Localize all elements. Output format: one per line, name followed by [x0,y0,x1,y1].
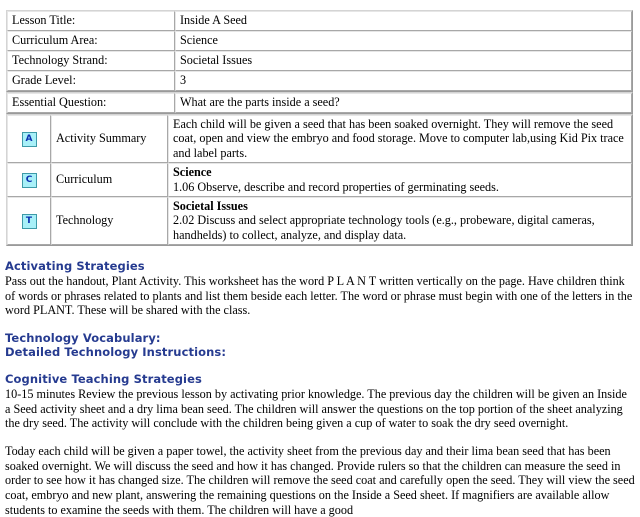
lesson-info-table [6,10,633,92]
letter-a-badge-icon: A [22,132,37,147]
technology-vocabulary-heading: Technology Vocabulary: [5,331,161,346]
grade-level-value: 3 [175,71,632,91]
lesson-title-value: Inside A Seed [175,11,632,31]
technology-body: 2.02 Discuss and select appropriate technology tools (e.g., probeware, digital cameras, handhelds) to collect, analyze, and display data. [173,213,595,242]
grade-level-label: Grade Level: [7,71,175,91]
technology-headings-group [5,331,635,359]
strand-table [6,114,633,246]
table-row [7,163,632,197]
table-row [7,31,632,51]
curriculum-body: 1.06 Observe, describe and record properties of germinating seeds. [173,179,499,194]
cognitive-teaching-strategies-section [5,372,635,517]
essential-question-label: Essential Question: [7,93,175,113]
technology-label: Technology [51,197,168,245]
cognitive-teaching-strategies-heading: Cognitive Teaching Strategies [5,372,202,387]
activating-strategies-body: Pass out the handout, Plant Activity. This worksheet has the word P L A N T written vertically on the page. Have children think of words or phrases related to plants and list them beside each letter. The word or phrase must begin with one of the letters in the word PLANT. These will be shared with the class. [5,274,633,318]
table-row [7,115,632,163]
cognitive-teaching-strategies-paragraph-2: Today each child will be given a paper towel, the activity sheet from the previous day and their lima bean seed that has been soaked overnight. We will discuss the seed and how it has changed. Provide rulers so that the children can measure the seed in order to see how it has changed size. The children will remove the seed coat and carefully open the seed. They will view the seed coat, embryo and new plant, answering the remaining questions on the Inside a Seed sheet. If magnifiers are available allow students to examine the seeds with them. The children will have a good [5,443,635,517]
table-row [7,93,632,113]
curriculum-strand-title: Science [173,165,212,180]
essential-question-table [6,92,633,114]
technology-body-cell [168,197,632,245]
curriculum-badge-cell [7,163,51,197]
curriculum-area-label: Curriculum Area: [7,31,175,51]
activity-summary-label: Activity Summary [51,115,168,163]
lesson-title-label: Lesson Title: [7,11,175,31]
table-row [7,197,632,245]
activity-summary-badge-cell [7,115,51,163]
table-row [7,11,632,31]
technology-badge-cell [7,197,51,245]
activity-summary-body: Each child will be given a seed that has been soaked overnight. They will remove the seed coat, open and view the embryo and food storage. Move to computer lab,using Kid Pix trace and label parts. [173,117,624,160]
curriculum-area-value: Science [175,31,632,51]
curriculum-label: Curriculum [51,163,168,197]
technology-strand-title: Societal Issues [173,198,248,213]
essential-question-value: What are the parts inside a seed? [175,93,632,113]
activating-strategies-section [5,259,635,318]
cognitive-teaching-strategies-paragraph-1: 10-15 minutes Review the previous lesson by activating prior knowledge. The previous day the children will be given an Inside a Seed activity sheet and a dry lima bean seed. The children will answer the questions on the top portion of the sheet analyzing the dry seed. The activity will conclude with the children being given a cup of water to soak the dry seed overnight. [5,387,627,431]
detailed-technology-instructions-heading: Detailed Technology Instructions: [5,345,227,360]
technology-strand-label: Technology Strand: [7,51,175,71]
activity-summary-body-cell [168,115,632,163]
activating-strategies-heading: Activating Strategies [5,259,145,274]
letter-c-badge-icon: C [22,173,37,188]
technology-strand-value: Societal Issues [175,51,632,71]
table-row [7,51,632,71]
letter-t-badge-icon: T [22,214,37,229]
table-row [7,71,632,91]
curriculum-body-cell [168,163,632,197]
